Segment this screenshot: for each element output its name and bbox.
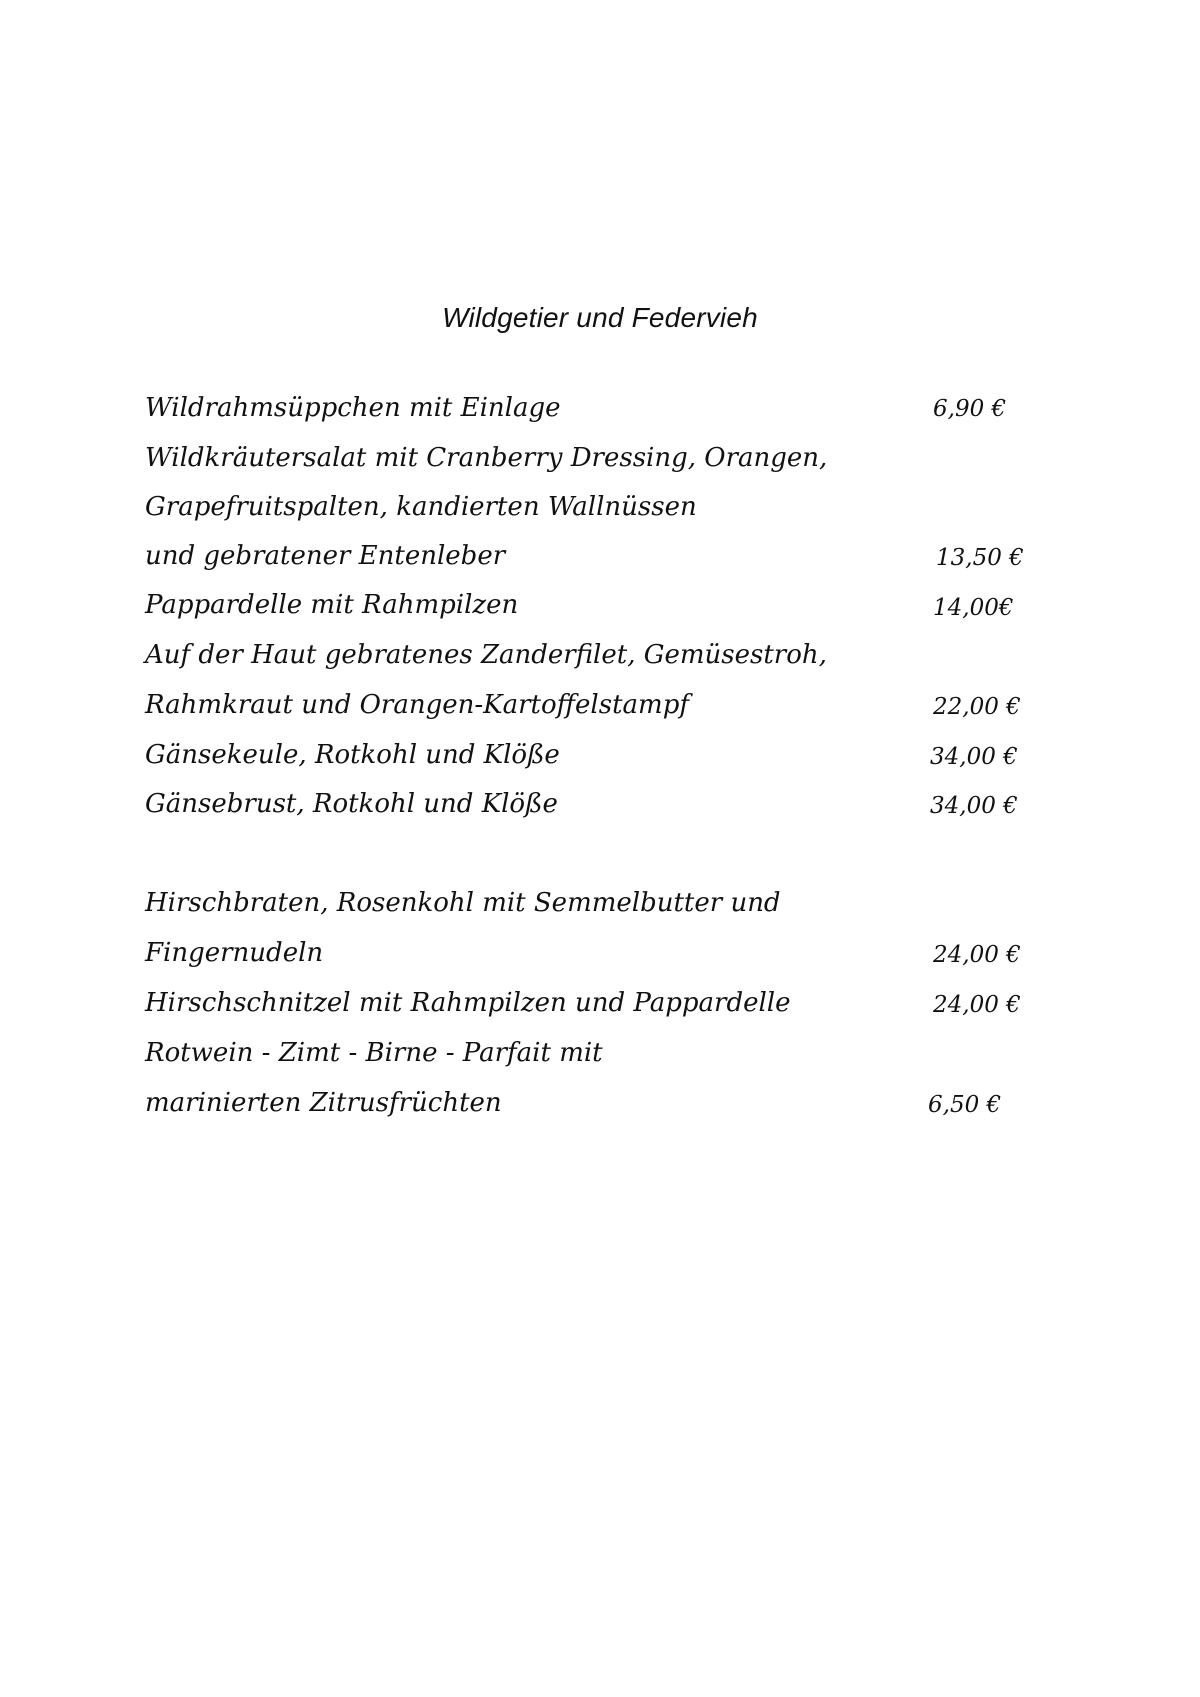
menu-item-line: marinierten Zitrusfrüchten <box>145 1088 502 1118</box>
menu-item-price: 34,00 € <box>930 793 1018 819</box>
menu-item-price: 13,50 € <box>936 545 1024 571</box>
menu-item-price: 24,00 € <box>933 942 1021 968</box>
menu-item-line: Fingernudeln <box>145 938 324 968</box>
menu-item-line: Gänsebrust, Rotkohl und Klöße <box>145 789 558 819</box>
menu-item-line: Rahmkraut und Orangen-Kartoffelstampf <box>145 690 689 720</box>
menu-item-line: Auf der Haut gebratenes Zanderfilet, Gemüsestroh, <box>145 640 827 670</box>
menu-item-line: Grapefruitspalten, kandierten Wallnüssen <box>145 492 697 522</box>
menu-item-line: Gänsekeule, Rotkohl und Klöße <box>145 740 560 770</box>
menu-item-line: Wildrahmsüppchen mit Einlage <box>145 393 561 423</box>
menu-item-price: 6,50 € <box>928 1092 1002 1118</box>
menu-title: Wildgetier und Federvieh <box>442 302 758 333</box>
menu-item-line: Wildkräutersalat mit Cranberry Dressing, Orangen, <box>145 443 828 473</box>
menu-item-line: Pappardelle mit Rahmpilzen <box>145 590 519 620</box>
menu-item-line: Hirschschnitzel mit Rahmpilzen und Pappardelle <box>145 988 791 1018</box>
menu-item-line: Rotwein - Zimt - Birne - Parfait mit <box>145 1038 603 1068</box>
menu-item-price: 22,00 € <box>933 694 1021 720</box>
menu-item-line: und gebratener Entenleber <box>145 541 506 571</box>
menu-item-price: 24,00 € <box>933 992 1021 1018</box>
menu-item-price: 6,90 € <box>933 396 1007 422</box>
menu-item-price: 34,00 € <box>930 744 1018 770</box>
menu-item-line: Hirschbraten, Rosenkohl mit Semmelbutter und <box>145 888 781 918</box>
menu-item-price: 14,00€ <box>933 595 1014 621</box>
